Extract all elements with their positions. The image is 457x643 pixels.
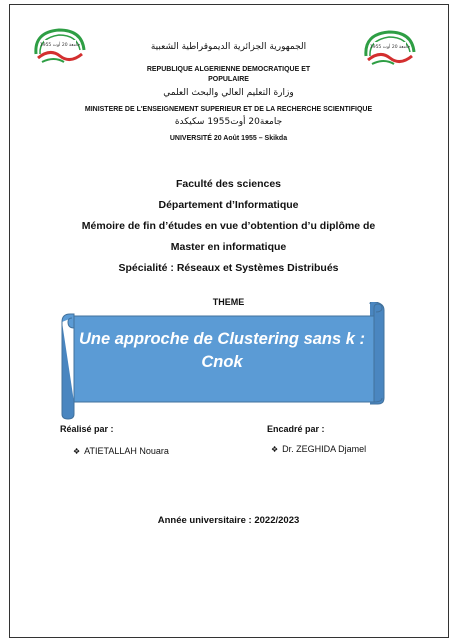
republic-name-line1: REPUBLIQUE ALGERIENNE DEMOCRATIQUE ET bbox=[146, 66, 311, 73]
memoire-line2: Master en informatique bbox=[170, 241, 287, 253]
realise-par-label: Réalisé par : bbox=[60, 424, 114, 434]
specialty: Spécialité : Réseaux et Systèmes Distribués bbox=[118, 262, 339, 274]
arabic-republic-name: الجمهورية الجزائرية الديموقراطية الشعبية bbox=[150, 42, 307, 52]
svg-text:جامعة 20 أوت 1955: جامعة 20 أوت 1955 bbox=[369, 45, 411, 50]
theme-label: THEME bbox=[212, 297, 245, 307]
academic-year: Année universitaire : 2022/2023 bbox=[157, 515, 300, 526]
student-entry bbox=[73, 446, 169, 456]
republic-name-line2: POPULAIRE bbox=[208, 76, 249, 83]
supervisor-entry bbox=[271, 444, 366, 454]
department-name: Département d’Informatique bbox=[158, 199, 299, 211]
ministry-name: MINISTERE DE L'ENSEIGNEMENT SUPERIEUR ET DE LA RECHERCHE SCIENTIFIQUE bbox=[84, 106, 373, 113]
arabic-university-name: جامعة20 أوت1955 سكيكدة bbox=[174, 117, 283, 127]
supervisor-name: Dr. ZEGHIDA Djamel bbox=[282, 444, 367, 454]
diamond-bullet-icon: ❖ bbox=[271, 445, 279, 454]
svg-text:جامعة 20 أوت 1955: جامعة 20 أوت 1955 bbox=[39, 43, 81, 48]
thesis-title-line2: Cnok bbox=[201, 353, 243, 371]
encadre-par-label: Encadré par : bbox=[267, 424, 325, 434]
thesis-title-line1: Une approche de Clustering sans k : bbox=[78, 330, 366, 348]
student-name: ATIETALLAH Nouara bbox=[84, 446, 169, 456]
faculty-name: Faculté des sciences bbox=[175, 178, 282, 190]
thesis-title bbox=[78, 328, 366, 374]
theme-scroll-banner bbox=[58, 302, 388, 420]
arabic-ministry-name: وزارة التعليم العالي والبحث العلمي bbox=[163, 88, 294, 98]
university-name: UNIVERSITÉ 20 Août 1955 – Skikda bbox=[169, 135, 288, 142]
diamond-bullet-icon: ❖ bbox=[73, 447, 81, 456]
memoire-line1: Mémoire de fin d’études en vue d’obtention d’u diplôme de bbox=[81, 220, 376, 232]
